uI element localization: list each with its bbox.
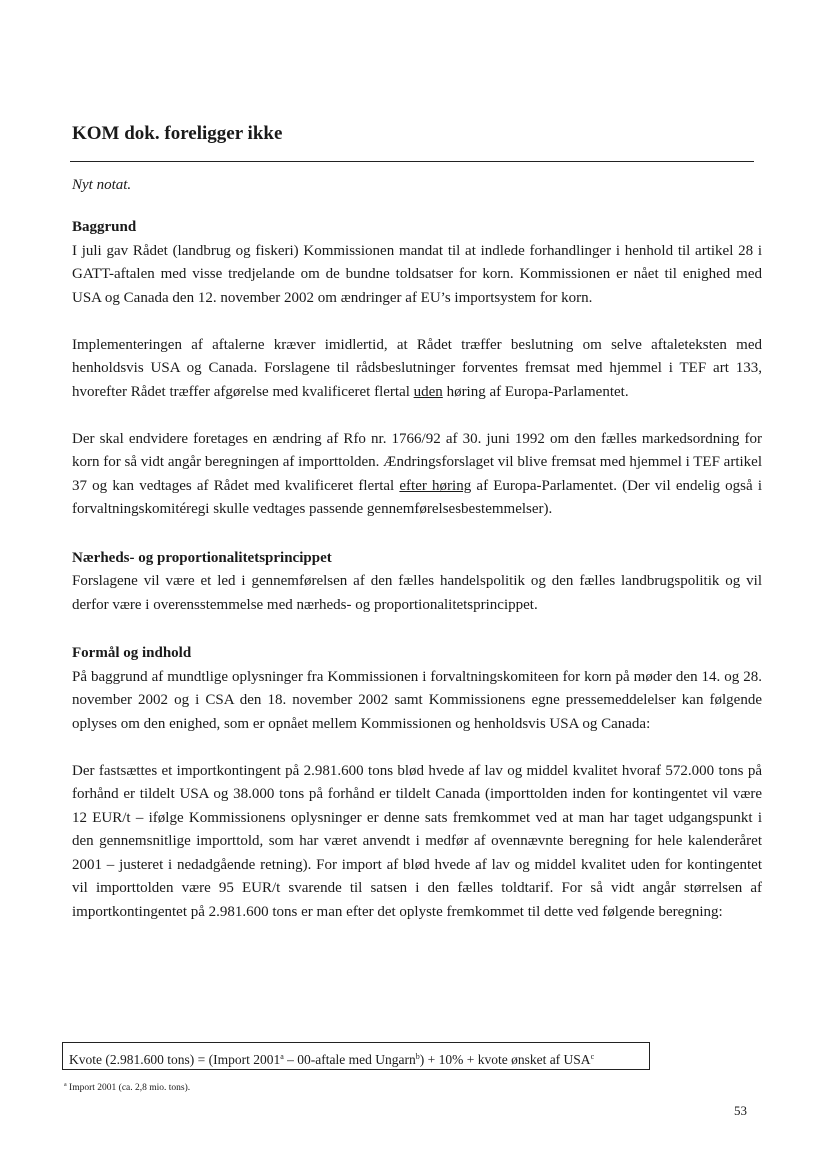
paragraph: Der fastsættes et importkontingent på 2.981.600 tons blød hvede af lav og middel kvalitet hvoraf 572.000 tons på forhånd er tildelt USA og 38.000 tons på forhånd er tildelt Canada (importtolden inden for kontingentet vil være 12 EUR/t – ifølge Kommissionens oplysninger er denne sats fremkommet ved at man har taget udgangspunkt i den gennemsnitlige importtold, som har været anvendt i medfør af ovennævnte beregning for hele kalenderåret 2001 – justeret i nedadgående retning). For import af blød hvede af lav og middel kvalitet uden for kontingentet vil importtolden være 95 EUR/t svarende til satsen i den fælles toldtarif. For så vidt angår størrelsen af importkontingentet på 2.981.600 tons er man efter det oplyste fremkommet til dette ved følgende beregning: — [72, 762, 762, 920]
page-number: 53 — [734, 1103, 747, 1118]
paragraph: I juli gav Rådet (landbrug og fiskeri) Kommissionen mandat til at indlede forhandlinger i henhold til artikel 28 i GATT-aftalen med visse tredjelande om de bundne toldsatser for korn. Kommissionen er nået til enighed med USA og Canada den 12. november 2002 om ændringer af EU’s importsystem for korn. — [72, 242, 762, 306]
paragraph: På baggrund af mundtlige oplysninger fra Kommissionen i forvaltningskomiteen for korn på møder den 14. og 28. november 2002 og i CSA den 18. november 2002 samt Kommissionens egne pressemeddelelser kan følgende oplyses om den enighed, som er opnået mellem Kommissionen og henholdsvis USA og Canada: — [72, 668, 762, 732]
section-heading-formaal: Formål og indhold — [72, 645, 192, 661]
underlined-text: efter høring — [399, 477, 472, 494]
footnote: $^a$ Import 2001 (ca. 2,8 mio. tons). — [64, 1082, 191, 1094]
document-body — [72, 216, 762, 924]
paragraph: Der skal endvidere foretages en ændring af Rfo nr. 1766/92 af 30. juni 1992 om den fælles markedsordning for korn for så vidt angår beregningen af importtolden. Ændringsforslaget vil blive fremsat med hjemmel i TEF artikel 37 og kan vedtages af Rådet med kvalificeret flertal efter høring af Europa-Parlamentet. (Der vil endelig også i forvaltningskomitéregi skulle vedtages passende gennemførelsesbestemmelser). — [72, 430, 763, 517]
section-heading-baggrund: Baggrund — [72, 219, 137, 235]
title-divider — [70, 161, 754, 162]
paragraph: Implementeringen af aftalerne kræver imidlertid, at Rådet træffer beslutning om selve aftaleteksten med henholdsvis USA og Canada. Forslagene til rådsbeslutninger forventes fremsat med hjemmel i TEF art 133, hvorefter Rådet træffer afgørelse med kvalificeret flertal uden høring af Europa-Parlamentet. — [72, 336, 762, 400]
formula-box: Kvote (2.981.600 tons) = (Import 2001$^a$ – 00-aftale med Ungarn$^b$) + 10% + kvote ønsket af USA$^c$ — [62, 1042, 650, 1070]
section-heading-naerhed: Nærheds- og proportionalitetsprincippet — [72, 549, 332, 566]
underlined-text: uden — [413, 383, 443, 400]
page-title: KOM dok. foreligger ikke — [72, 123, 283, 144]
note-label: Nyt notat. — [72, 177, 132, 193]
paragraph: Forslagene vil være et led i gennemførelsen af den fælles handelspolitik og den fælles landbrugspolitik og vil derfor være i overensstemmelse med nærheds- og proportionalitetsprincippet. — [72, 573, 762, 613]
